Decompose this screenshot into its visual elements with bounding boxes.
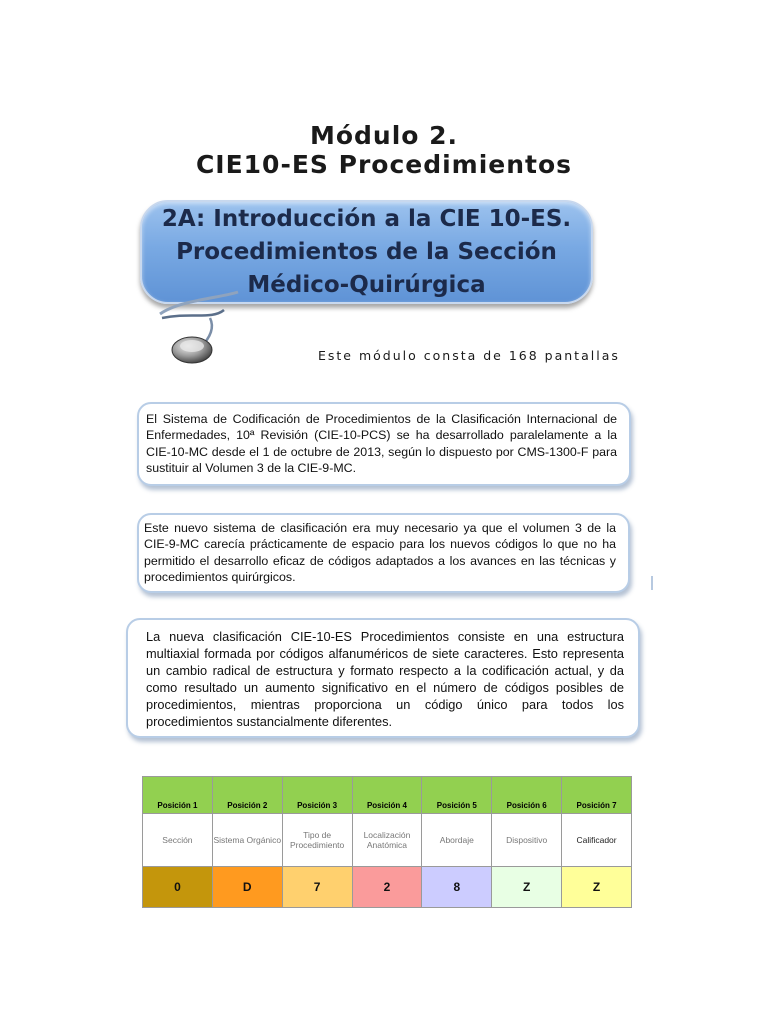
label-sistema-organico: Sistema Orgánico [212,814,282,867]
intro-text-box-1: El Sistema de Codificación de Procedimientos de la Clasificación Internacional de Enfermedades, 10ª Revisión (CIE-10-PCS) se ha desarrollado paralelamente a la CIE-10-MC desde el 1 de octubre de 2013, según lo dispuesto por CMS-1300-F para sustituir al Volumen 3 de la CIE-9-MC. [137,402,631,486]
value-position-5: 8 [422,867,492,908]
label-tipo-procedimiento: Tipo de Procedimiento [282,814,352,867]
position-7-header: Posición 7 [562,777,632,814]
table-header-row [143,777,632,814]
value-position-7: Z [562,867,632,908]
position-3-header: Posición 3 [282,777,352,814]
intro-text-box-2: Este nuevo sistema de clasificación era muy necesario ya que el volumen 3 de la CIE-9-MC carecía prácticamente de espacio para los nuevos códigos lo que no ha permitido el desarrollo eficaz de códigos adaptados a los avances en las técnicas y procedimientos quirúrgicos. [137,513,630,593]
position-1-header: Posición 1 [143,777,213,814]
table-value-row [143,867,632,908]
value-position-2: D [212,867,282,908]
value-position-3: 7 [282,867,352,908]
table-label-row [143,814,632,867]
label-localizacion-anatomica: Localización Anatómica [352,814,422,867]
position-6-header: Posición 6 [492,777,562,814]
module-subtitle-title: CIE10-ES Procedimientos [195,150,573,179]
position-4-header: Posición 4 [352,777,422,814]
screen-count-note: Este módulo consta de 168 pantallas [318,348,620,363]
label-calificador: Calificador [562,814,632,867]
section-banner [140,200,593,304]
intro-text-box-3: La nueva clasificación CIE-10-ES Procedimientos consiste en una estructura multiaxial formada por códigos alfanuméricos de siete caracteres. Esto representa un cambio radical de estructura y formato respecto a la codificación actual, y da como resultado un aumento significativo en el número de códigos posibles de procedimientos, mientras proporciona un código único para todos los procedimientos sustancialmente diferentes. [126,618,640,738]
value-position-1: 0 [143,867,213,908]
stethoscope-icon [150,290,240,370]
value-position-6: Z [492,867,562,908]
position-5-header: Posición 5 [422,777,492,814]
decorative-mark [651,576,653,590]
module-title: Módulo 2. [309,121,459,150]
label-abordaje: Abordaje [422,814,492,867]
banner-line-2: Procedimientos de la Sección [176,238,557,265]
label-seccion: Sección [143,814,213,867]
value-position-4: 2 [352,867,422,908]
label-dispositivo: Dispositivo [492,814,562,867]
banner-line-3: Médico-Quirúrgica [247,271,486,298]
banner-line-1: 2A: Introducción a la CIE 10-ES. [161,205,572,232]
position-2-header: Posición 2 [212,777,282,814]
code-structure-table [142,776,632,908]
